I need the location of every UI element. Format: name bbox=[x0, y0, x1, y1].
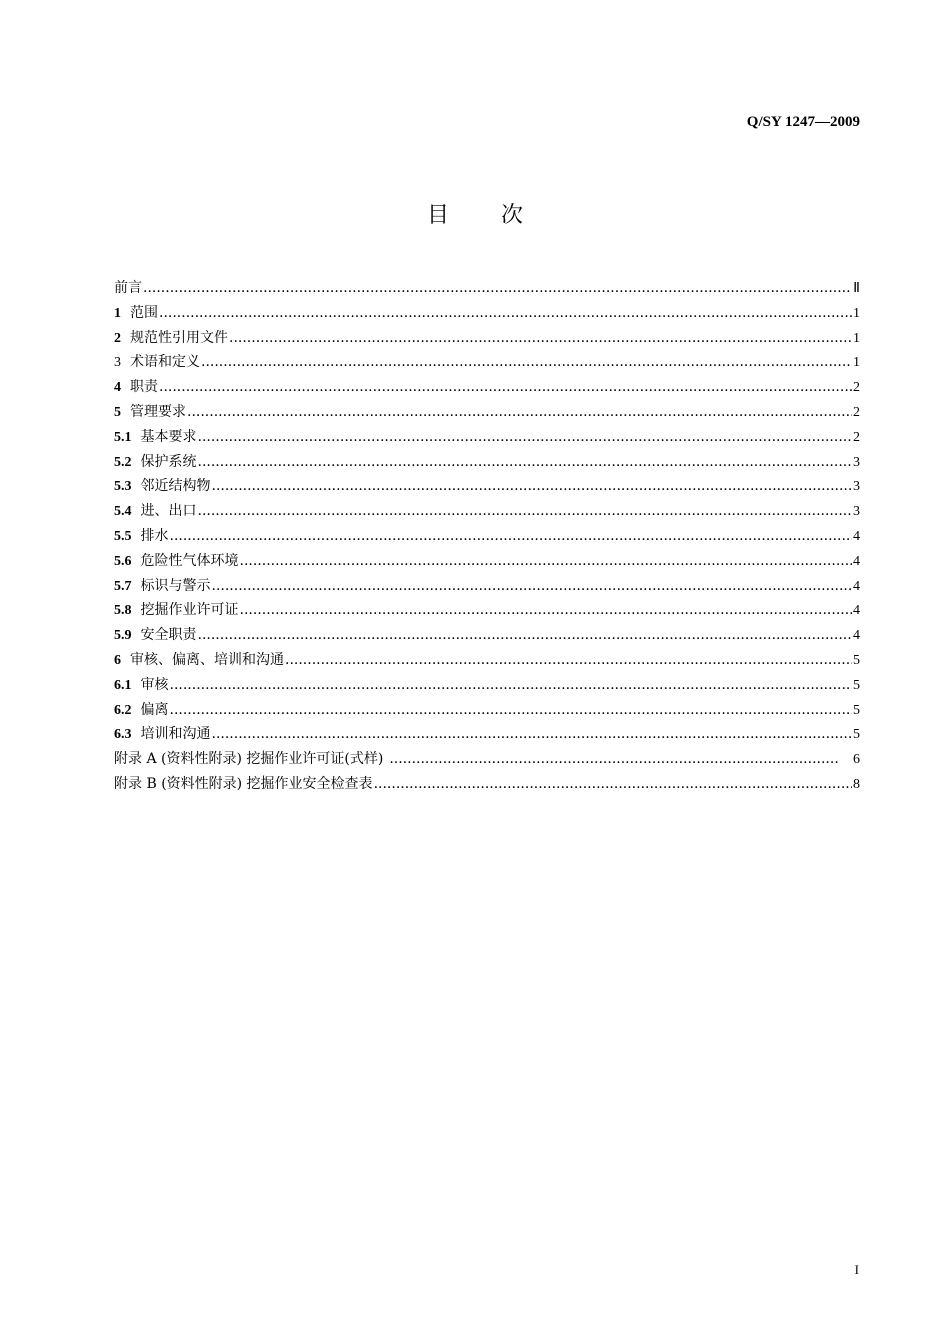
toc-entry-5-6[interactable] bbox=[114, 550, 860, 575]
toc-number: 5.4 bbox=[114, 504, 132, 520]
toc-page: 5 bbox=[853, 652, 860, 668]
toc-entry-6-1[interactable] bbox=[114, 674, 860, 699]
toc-page: 5 bbox=[853, 702, 860, 718]
toc-leader bbox=[170, 702, 853, 718]
toc-page: 3 bbox=[853, 454, 860, 470]
toc-page: 4 bbox=[853, 628, 860, 644]
toc-label: 附录 A (资料性附录) 挖掘作业许可证(式样) bbox=[114, 751, 384, 768]
toc-page: Ⅱ bbox=[853, 281, 860, 296]
toc-entry-4[interactable] bbox=[114, 376, 860, 401]
toc-entry-5[interactable] bbox=[114, 401, 860, 426]
toc-title-part2: 次 bbox=[501, 203, 524, 228]
toc-page: 2 bbox=[853, 404, 860, 420]
toc-entry-5-2[interactable] bbox=[114, 451, 860, 476]
toc-leader bbox=[201, 354, 852, 370]
toc-leader bbox=[212, 726, 853, 742]
toc-leader bbox=[198, 627, 853, 643]
toc-entry-preface[interactable] bbox=[114, 277, 860, 302]
toc-number: 4 bbox=[114, 380, 121, 396]
toc-leader bbox=[229, 330, 852, 346]
toc-entry-5-1[interactable] bbox=[114, 426, 860, 451]
toc-label: 标识与警示 bbox=[140, 577, 211, 594]
toc-label: 排水 bbox=[140, 527, 169, 544]
toc-entry-5-3[interactable] bbox=[114, 475, 860, 500]
toc-page: 5 bbox=[853, 677, 860, 693]
toc-page: 3 bbox=[853, 504, 860, 520]
toc-page: 4 bbox=[853, 553, 860, 569]
toc-label: 培训和沟通 bbox=[140, 726, 211, 743]
toc-entry-appendix-b[interactable] bbox=[114, 773, 860, 798]
toc-number: 5 bbox=[114, 404, 121, 420]
toc-leader bbox=[285, 652, 852, 668]
toc-number: 5.7 bbox=[114, 578, 132, 594]
toc-page: 2 bbox=[853, 380, 860, 396]
toc-page: 4 bbox=[853, 528, 860, 544]
toc-leader bbox=[212, 578, 853, 594]
table-of-contents bbox=[114, 277, 860, 798]
toc-label: 危险性气体环境 bbox=[140, 552, 239, 569]
toc-number: 1 bbox=[114, 305, 121, 321]
toc-page: 1 bbox=[853, 355, 860, 371]
toc-leader bbox=[374, 776, 852, 792]
toc-number: 6.1 bbox=[114, 677, 132, 693]
toc-title-part1: 目 bbox=[426, 203, 449, 228]
toc-entry-appendix-a[interactable] bbox=[114, 748, 860, 773]
toc-title bbox=[0, 198, 950, 229]
toc-number: 6 bbox=[114, 652, 121, 668]
toc-page: 5 bbox=[853, 727, 860, 743]
document-code: Q/SY 1247—2009 bbox=[746, 114, 860, 130]
toc-label: 职责 bbox=[130, 379, 158, 396]
toc-entry-6-3[interactable] bbox=[114, 723, 860, 748]
toc-page: 2 bbox=[853, 429, 860, 445]
toc-label: 安全职责 bbox=[140, 627, 197, 644]
toc-leader bbox=[170, 677, 853, 693]
toc-label: 保护系统 bbox=[140, 453, 197, 470]
toc-page: 1 bbox=[853, 330, 860, 346]
toc-label: 进、出口 bbox=[140, 503, 197, 520]
toc-label: 范围 bbox=[130, 304, 158, 321]
toc-page: 4 bbox=[853, 603, 860, 619]
toc-leader bbox=[240, 602, 853, 618]
toc-label: 挖掘作业许可证 bbox=[140, 602, 239, 619]
toc-label: 管理要求 bbox=[130, 403, 186, 420]
toc-number: 5.8 bbox=[114, 603, 132, 619]
toc-number: 2 bbox=[114, 330, 121, 346]
toc-leader bbox=[198, 503, 853, 519]
toc-page: 4 bbox=[853, 578, 860, 594]
toc-leader bbox=[198, 429, 853, 445]
toc-number: 5.9 bbox=[114, 628, 132, 644]
toc-number: 5.6 bbox=[114, 553, 132, 569]
toc-number: 6.2 bbox=[114, 702, 132, 718]
toc-number: 5.1 bbox=[114, 429, 132, 445]
toc-number: 5.3 bbox=[114, 479, 132, 495]
toc-number: 5.5 bbox=[114, 528, 132, 544]
toc-entry-3[interactable] bbox=[114, 351, 860, 376]
toc-number: 3 bbox=[114, 355, 121, 371]
toc-entry-5-8[interactable] bbox=[114, 599, 860, 624]
toc-label: 审核 bbox=[140, 676, 169, 693]
toc-entry-5-5[interactable] bbox=[114, 525, 860, 550]
toc-entry-1[interactable] bbox=[114, 302, 860, 327]
toc-entry-5-4[interactable] bbox=[114, 500, 860, 525]
toc-leader bbox=[187, 404, 852, 420]
toc-leader bbox=[212, 478, 853, 494]
toc-label: 偏离 bbox=[140, 701, 169, 718]
toc-page: 8 bbox=[853, 776, 860, 792]
toc-number: 6.3 bbox=[114, 727, 132, 743]
toc-page: 6 bbox=[853, 752, 860, 768]
toc-label: 邻近结构物 bbox=[140, 478, 211, 495]
toc-label: 术语和定义 bbox=[130, 354, 200, 371]
toc-page: 1 bbox=[853, 305, 860, 321]
toc-leader bbox=[389, 751, 839, 767]
toc-label: 审核、偏离、培训和沟通 bbox=[130, 651, 284, 668]
toc-leader bbox=[198, 454, 853, 470]
toc-leader bbox=[170, 528, 853, 544]
toc-leader bbox=[240, 553, 853, 569]
page-number: I bbox=[854, 1262, 859, 1277]
toc-number: 5.2 bbox=[114, 454, 132, 470]
toc-page: 3 bbox=[853, 479, 860, 495]
toc-label: 规范性引用文件 bbox=[130, 329, 228, 346]
toc-entry-5-9[interactable] bbox=[114, 624, 860, 649]
toc-entry-6-2[interactable] bbox=[114, 699, 860, 724]
toc-entry-6[interactable] bbox=[114, 649, 860, 674]
toc-label: 基本要求 bbox=[140, 428, 197, 445]
toc-leader bbox=[159, 305, 852, 321]
toc-leader bbox=[143, 280, 852, 296]
toc-label: 前言 bbox=[114, 280, 142, 296]
toc-leader bbox=[159, 379, 852, 395]
toc-entry-5-7[interactable] bbox=[114, 575, 860, 600]
toc-entry-2[interactable] bbox=[114, 327, 860, 352]
toc-label: 附录 B (资料性附录) 挖掘作业安全检查表 bbox=[114, 775, 373, 792]
